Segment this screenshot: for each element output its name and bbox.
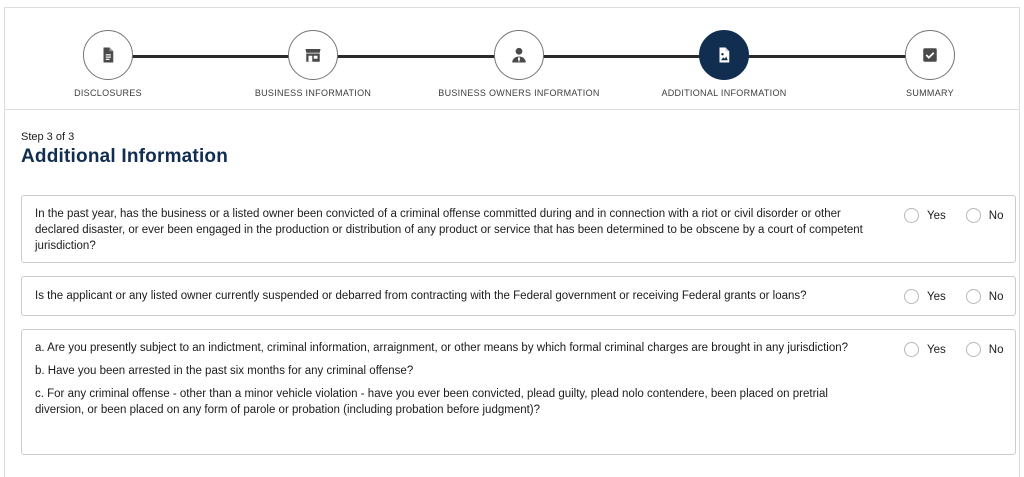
no-radio[interactable] (966, 289, 1004, 304)
answer-options (904, 289, 1003, 304)
no-radio[interactable] (966, 342, 1004, 357)
step-circle (288, 30, 338, 80)
radio-button[interactable] (904, 289, 919, 304)
question-text: Is the applicant or any listed owner currently suspended or debarred from contracting with the Federal government or receiving Federal grants or loans? (35, 290, 807, 302)
step-disclosures[interactable] (8, 30, 208, 98)
step-label: BUSINESS INFORMATION (254, 88, 372, 98)
question-card-3 (21, 329, 1016, 455)
yes-radio[interactable] (904, 289, 946, 304)
checkbox-icon (921, 46, 939, 64)
question-text-group (35, 340, 880, 425)
step-label: ADDITIONAL INFORMATION (661, 88, 787, 98)
step-label: DISCLOSURES (74, 88, 142, 98)
question-part-a: a. Are you presently subject to an indictment, criminal information, arraignment, or other means by which formal criminal charges are brought in any jurisdiction? (35, 342, 849, 354)
step-business-information[interactable] (213, 30, 413, 98)
question-card-1 (21, 195, 1016, 263)
question-text: In the past year, has the business or a listed owner been convicted of a criminal offense committed during and in connection with a riot or civil disorder or other declared disaster, or ever been engaged in the production or distribution of any product or service that has been determined to be obscene by a court of competent jurisdiction? (35, 208, 863, 252)
radio-label: Yes (927, 290, 946, 303)
answer-options (904, 342, 1003, 357)
step-business-owners-information[interactable] (419, 30, 619, 98)
step-count: Step 3 of 3 (21, 131, 75, 143)
progress-stepper (4, 7, 1020, 110)
step-circle (83, 30, 133, 80)
step-summary[interactable] (830, 30, 1024, 98)
step-additional-information[interactable] (624, 30, 824, 98)
question-part-b: b. Have you been arrested in the past six months for any criminal offense? (35, 365, 414, 377)
step-circle (905, 30, 955, 80)
answer-options (904, 208, 1003, 223)
radio-label: No (988, 343, 1004, 356)
document-icon (99, 46, 117, 64)
question-part-c: c. For any criminal offense - other than a minor vehicle violation - have you ever been convicted, plead guilty, plead nolo contendere, been placed on pretrial diversion, or been placed on any form of parole or probation (including probation before judgment)? (35, 388, 828, 416)
yes-radio[interactable] (904, 208, 946, 223)
no-radio[interactable] (966, 208, 1004, 223)
radio-label: Yes (927, 343, 946, 356)
radio-button[interactable] (904, 342, 919, 357)
radio-button[interactable] (904, 208, 919, 223)
step-circle (494, 30, 544, 80)
radio-button[interactable] (966, 342, 981, 357)
radio-label: No (988, 290, 1004, 303)
radio-label: Yes (927, 209, 946, 222)
step-circle-active (699, 30, 749, 80)
radio-label: No (988, 209, 1004, 222)
image-document-icon (715, 46, 733, 64)
question-card-2 (21, 276, 1016, 316)
storefront-icon (304, 46, 322, 64)
radio-button[interactable] (966, 208, 981, 223)
page-title: Additional Information (21, 146, 229, 167)
step-label: SUMMARY (906, 88, 954, 98)
person-icon (510, 46, 528, 64)
yes-radio[interactable] (904, 342, 946, 357)
step-label: BUSINESS OWNERS INFORMATION (438, 88, 600, 98)
radio-button[interactable] (966, 289, 981, 304)
